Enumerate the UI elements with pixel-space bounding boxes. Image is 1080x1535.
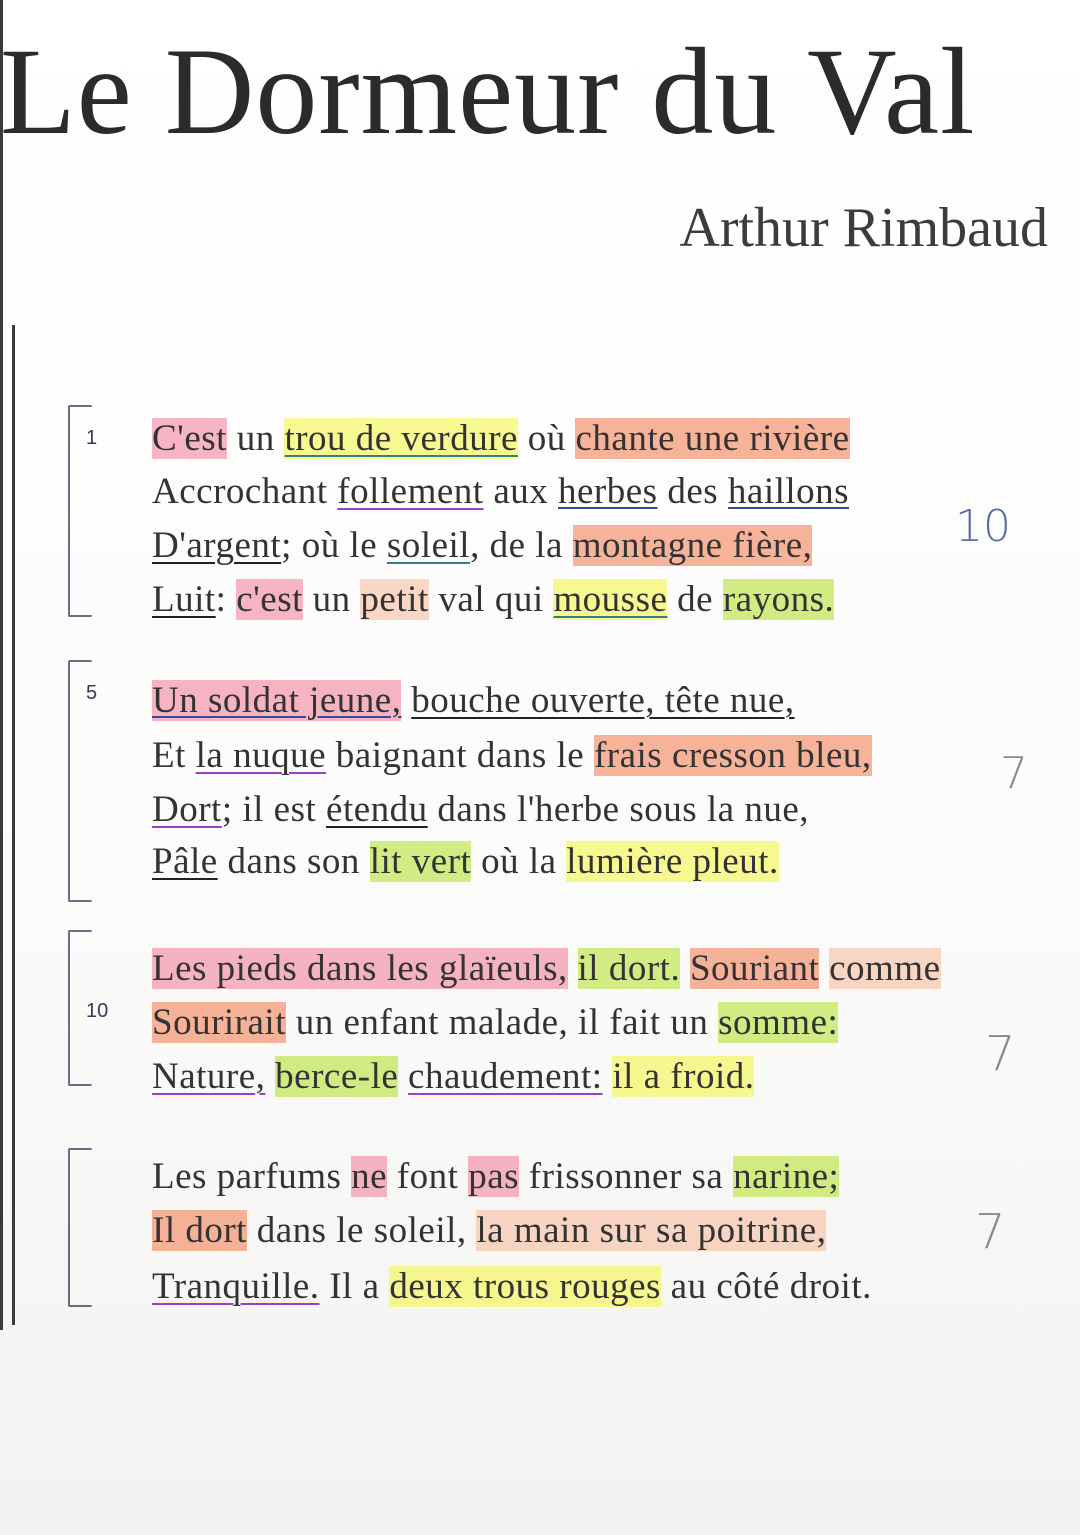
- highlight: Les pieds dans les glaïeuls,: [152, 948, 568, 989]
- verse-line-11: [152, 1058, 754, 1095]
- highlight: berce-le: [275, 1056, 399, 1097]
- highlight: somme:: [718, 1002, 839, 1043]
- stanza-3: [68, 930, 1078, 1097]
- line-number: 1: [86, 427, 98, 449]
- highlight: ne: [351, 1156, 388, 1197]
- syllable-count: 7: [985, 1026, 1016, 1082]
- underline: herbes: [558, 471, 658, 512]
- highlight: pas: [468, 1156, 520, 1197]
- highlight: rayons.: [722, 579, 835, 620]
- verse-line-13: Il dort dans le soleil, la main sur sa poitrine,: [152, 1210, 827, 1251]
- underline: bouche ouverte, tête nue,: [411, 680, 795, 721]
- verse-line-1: C'est un trou de verdure où chante une rivière: [152, 418, 850, 459]
- stanza-1: [68, 405, 1078, 620]
- highlight: deux trous rouges: [389, 1266, 661, 1307]
- highlight: chante une rivière: [575, 418, 850, 459]
- underline: follement: [337, 471, 484, 512]
- verse-line-3: D'argent; où le soleil, de la montagne fière,: [152, 525, 813, 566]
- stanza-bracket: [68, 1148, 92, 1307]
- verse-line-12: Les parfums ne font pas frissonner sa narine;: [152, 1156, 840, 1197]
- highlight: la main sur sa poitrine,: [476, 1210, 827, 1251]
- underline: Pâle: [152, 841, 218, 882]
- highlight: petit: [360, 579, 429, 620]
- syllable-count: 10: [955, 501, 1011, 552]
- highlight: lit vert: [369, 841, 472, 882]
- underline: D'argent: [152, 525, 282, 566]
- highlight: comme: [829, 948, 941, 989]
- underline: soleil: [386, 525, 471, 566]
- line-number: 10: [86, 1000, 109, 1022]
- verse-line-14: Tranquille. Il a deux trous rouges au côté droit.: [152, 1266, 872, 1307]
- highlight: C'est: [152, 418, 227, 459]
- verse-line-9: [152, 950, 941, 987]
- margin-rule: [0, 0, 3, 1330]
- poem-title: Le Dormeur du Val: [0, 23, 976, 160]
- verse-line-2: Accrochant follement aux herbes des haillons: [152, 471, 850, 512]
- margin-rule-inner: [12, 325, 15, 1325]
- syllable-count: 7: [1000, 748, 1028, 799]
- verse-line-8: Pâle dans son lit vert où la lumière pleut.: [152, 841, 779, 882]
- verse-line-6: Et la nuque baignant dans le frais cresson bleu,: [152, 735, 872, 776]
- underline: étendu: [326, 789, 428, 830]
- highlight: narine;: [733, 1156, 840, 1197]
- highlight: c'est: [236, 579, 303, 620]
- highlight: lumière pleut.: [566, 841, 779, 882]
- verse-line-4: Luit: c'est un petit val qui mousse de rayons.: [152, 579, 835, 620]
- highlight: trou de verdure: [284, 418, 518, 459]
- highlight: il dort.: [577, 948, 681, 989]
- underline: Dort: [152, 789, 222, 830]
- underline: la nuque: [195, 735, 327, 776]
- underline: Nature,: [152, 1056, 266, 1097]
- poem-author: Arthur Rimbaud: [679, 197, 1048, 259]
- underline: chaudement:: [408, 1056, 603, 1097]
- stanza-4: [68, 1148, 1078, 1308]
- verse-line-7: Dort; il est étendu dans l'herbe sous la nue,: [152, 789, 810, 830]
- underline: haillons: [727, 471, 850, 512]
- underline: Luit: [152, 579, 216, 620]
- highlight: il a froid.: [612, 1056, 755, 1097]
- highlight: montagne fière,: [572, 525, 813, 566]
- highlight: frais cresson bleu,: [593, 735, 872, 776]
- syllable-count: 7: [975, 1204, 1006, 1260]
- highlight: Sourirait: [152, 1002, 286, 1043]
- highlight: Un soldat jeune,: [152, 680, 402, 721]
- verse-line-5: [152, 682, 795, 719]
- verse-line-10: Sourirait un enfant malade, il fait un somme:: [152, 1002, 839, 1043]
- highlight: mousse: [553, 579, 668, 620]
- stanza-2: [68, 660, 1078, 900]
- highlight: Souriant: [689, 948, 820, 989]
- line-number: 5: [86, 682, 98, 704]
- highlight: Il dort: [152, 1210, 247, 1251]
- underline: Tranquille.: [152, 1266, 320, 1307]
